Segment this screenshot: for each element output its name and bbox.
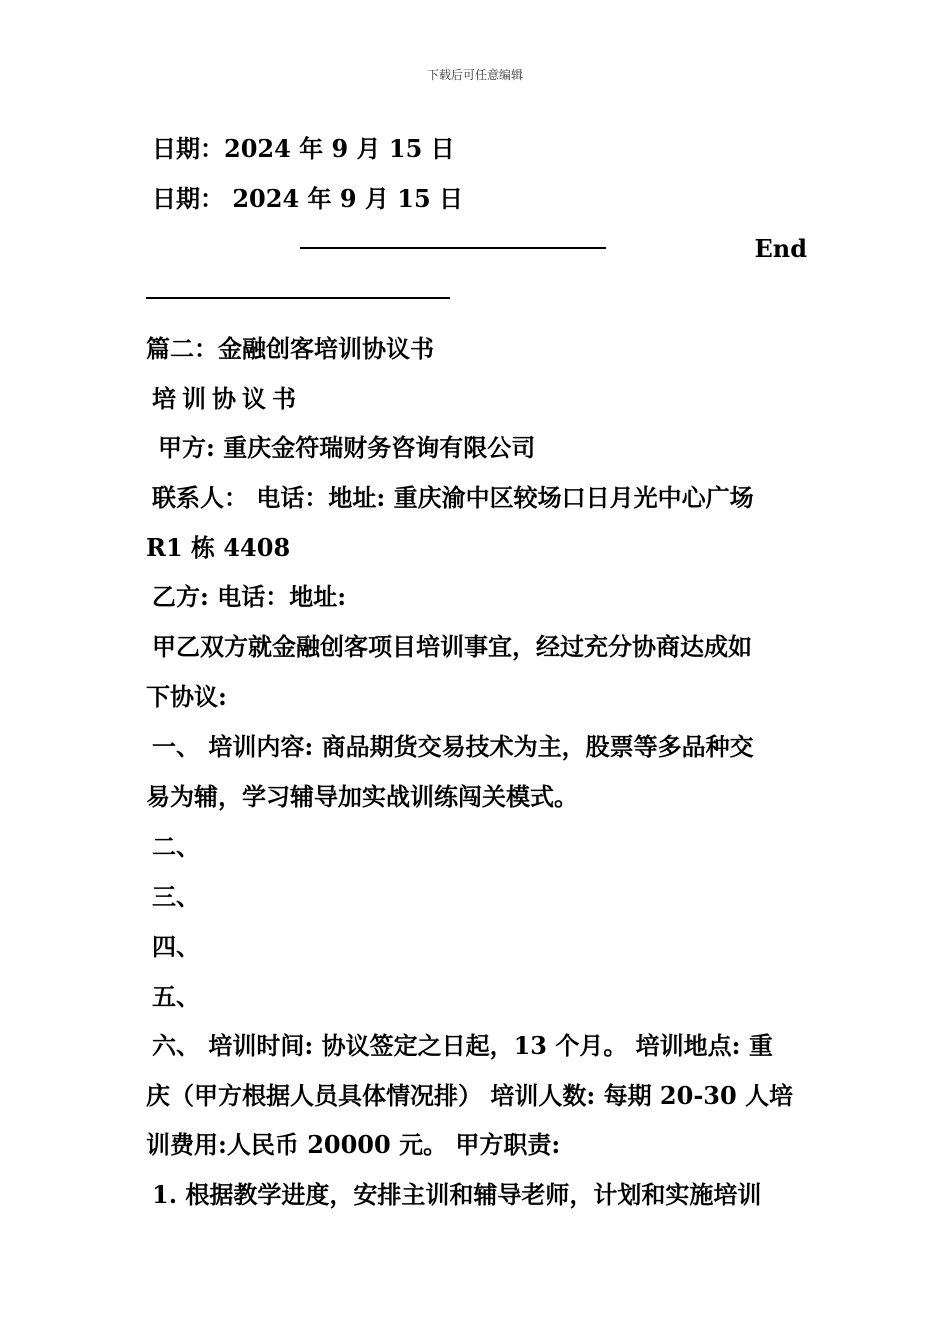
party-b: 乙方: 电话：地址:	[152, 582, 347, 611]
contact-line: 联系人： 电话：地址: 重庆渝中区较场口日月光中心广场	[152, 483, 754, 512]
document-title: 培训协议书	[152, 384, 302, 413]
item-6-line-2: 庆（甲方根据人员具体情况排） 培训人数: 每期 20-30 人培	[146, 1081, 794, 1110]
duty-1: 1. 根据教学进度，安排主训和辅导老师，计划和实施培训	[152, 1180, 762, 1209]
intro-paragraph-line-1: 甲乙双方就金融创客项目培训事宜，经过充分协商达成如	[152, 632, 752, 661]
section-title: 篇二：金融创客培训协议书	[146, 334, 434, 363]
date-line-1: 日期：2024 年 9 月 15 日	[152, 134, 455, 163]
item-6-line-3: 训费用:人民币 20000 元。 甲方职责:	[146, 1130, 561, 1159]
end-divider-continued	[146, 297, 450, 299]
item-1-line-1: 一、 培训内容: 商品期货交易技术为主，股票等多品种交	[152, 732, 754, 761]
item-5: 五、	[152, 982, 200, 1011]
item-3: 三、	[152, 882, 200, 911]
item-1-line-2: 易为辅，学习辅导加实战训练闯关模式。	[146, 782, 578, 811]
end-marker: End	[754, 234, 807, 263]
date-line-2: 日期： 2024 年 9 月 15 日	[152, 184, 464, 213]
page-header-note: 下载后可任意编辑	[426, 68, 523, 82]
item-6-line-1: 六、 培训时间: 协议签定之日起，13 个月。 培训地点: 重	[152, 1031, 773, 1060]
item-4: 四、	[152, 932, 200, 961]
end-divider-left	[300, 247, 606, 249]
item-2: 二、	[152, 832, 200, 861]
party-a: 甲方: 重庆金符瑞财务咨询有限公司	[158, 433, 536, 462]
intro-paragraph-line-2: 下协议:	[146, 682, 227, 711]
contact-line-continued: R1 栋 4408	[146, 533, 291, 562]
